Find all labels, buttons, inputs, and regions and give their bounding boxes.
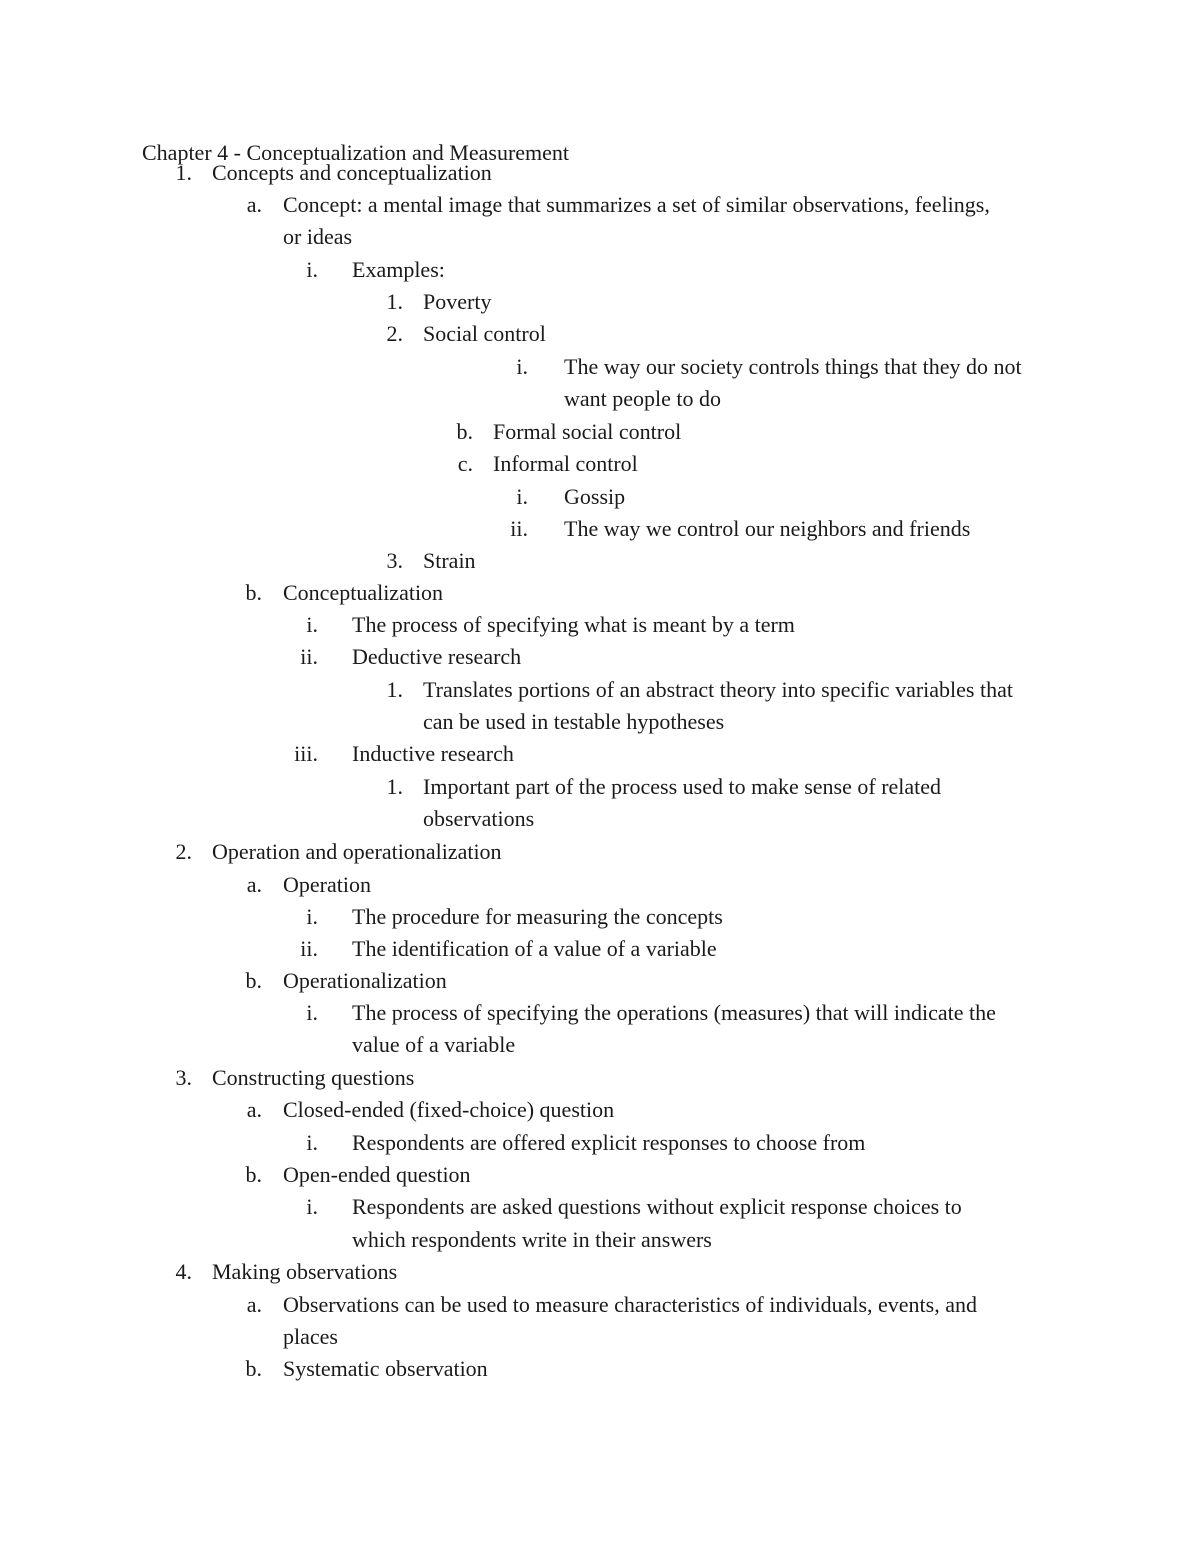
outline-marker: a. xyxy=(246,1097,262,1122)
outline-text: Examples: xyxy=(352,257,445,282)
outline-text: Formal social control xyxy=(493,419,682,444)
outline-text: Operation xyxy=(283,872,371,897)
outline-text: Conceptualization xyxy=(283,580,444,605)
outline-text: Open-ended question xyxy=(283,1162,471,1187)
outline-marker: i. xyxy=(306,1194,318,1219)
outline-text: Important part of the process used to make sense of related xyxy=(423,774,942,799)
outline-marker: a. xyxy=(246,872,262,897)
outline-marker: b. xyxy=(245,580,262,605)
outline-marker: b. xyxy=(245,1162,262,1187)
outline-text: Closed-ended (fixed-choice) question xyxy=(283,1097,615,1122)
outline-marker: i. xyxy=(516,354,528,379)
outline-text: The process of specifying what is meant by a term xyxy=(352,612,795,637)
outline-marker: a. xyxy=(246,1292,262,1317)
outline-text: Observations can be used to measure characteristics of individuals, events, and xyxy=(283,1292,977,1317)
outline-text: which respondents write in their answers xyxy=(352,1227,712,1252)
outline-text: Concept: a mental image that summarizes a set of similar observations, feelings, xyxy=(283,192,990,217)
outline-text: The way our society controls things that they do not xyxy=(564,354,1022,379)
outline-text: Deductive research xyxy=(352,644,522,669)
outline-marker: b. xyxy=(456,419,473,444)
outline-text: The identification of a value of a variable xyxy=(352,936,717,961)
outline-text: Inductive research xyxy=(352,741,514,766)
outline-marker: a. xyxy=(246,192,262,217)
document-title: Chapter 4 - Conceptualization and Measurement xyxy=(142,140,570,165)
outline-marker: 2. xyxy=(175,839,192,864)
outline-marker: 4. xyxy=(175,1259,192,1284)
outline-text: want people to do xyxy=(564,386,722,411)
outline-text: The process of specifying the operations (measures) that will indicate the xyxy=(352,1000,996,1025)
outline-marker: 2. xyxy=(386,321,403,346)
outline-marker: 1. xyxy=(386,774,403,799)
outline-text: The procedure for measuring the concepts xyxy=(352,904,723,929)
outline-marker: ii. xyxy=(300,644,318,669)
outline-marker: i. xyxy=(306,1130,318,1155)
outline-text: or ideas xyxy=(283,224,353,249)
outline-marker: ii. xyxy=(510,516,528,541)
outline-marker: 1. xyxy=(175,160,192,185)
outline-text: observations xyxy=(423,806,535,831)
outline-marker: i. xyxy=(516,484,528,509)
outline-marker: i. xyxy=(306,612,318,637)
outline-marker: b. xyxy=(245,1356,262,1381)
outline-text: Translates portions of an abstract theory into specific variables that xyxy=(423,677,1013,702)
outline-text: Informal control xyxy=(493,451,638,476)
outline-text: Operationalization xyxy=(283,968,447,993)
outline-text: Systematic observation xyxy=(283,1356,488,1381)
outline-text: can be used in testable hypotheses xyxy=(423,709,725,734)
outline-text: Strain xyxy=(423,548,476,573)
outline-text: places xyxy=(283,1324,338,1349)
outline-marker: 3. xyxy=(175,1065,192,1090)
outline-text: Respondents are asked questions without explicit response choices to xyxy=(352,1194,962,1219)
outline-marker: b. xyxy=(245,968,262,993)
outline-text: value of a variable xyxy=(352,1032,516,1057)
outline-text: Concepts and conceptualization xyxy=(212,160,492,185)
outline-marker: c. xyxy=(457,451,473,476)
outline-marker: i. xyxy=(306,1000,318,1025)
outline-text: Constructing questions xyxy=(212,1065,415,1090)
outline-text: Gossip xyxy=(564,484,626,509)
outline-marker: i. xyxy=(306,904,318,929)
outline-marker: i. xyxy=(306,257,318,282)
outline-marker: 1. xyxy=(386,289,403,314)
outline-marker: iii. xyxy=(294,741,318,766)
outline-text: Respondents are offered explicit responses to choose from xyxy=(352,1130,866,1155)
outline-marker: 1. xyxy=(386,677,403,702)
outline-text: The way we control our neighbors and friends xyxy=(564,516,971,541)
outline-text: Operation and operationalization xyxy=(212,839,502,864)
outline-marker: ii. xyxy=(300,936,318,961)
outline-text: Social control xyxy=(423,321,546,346)
outline-text: Making observations xyxy=(212,1259,398,1284)
outline-text: Poverty xyxy=(423,289,492,314)
outline-marker: 3. xyxy=(386,548,403,573)
